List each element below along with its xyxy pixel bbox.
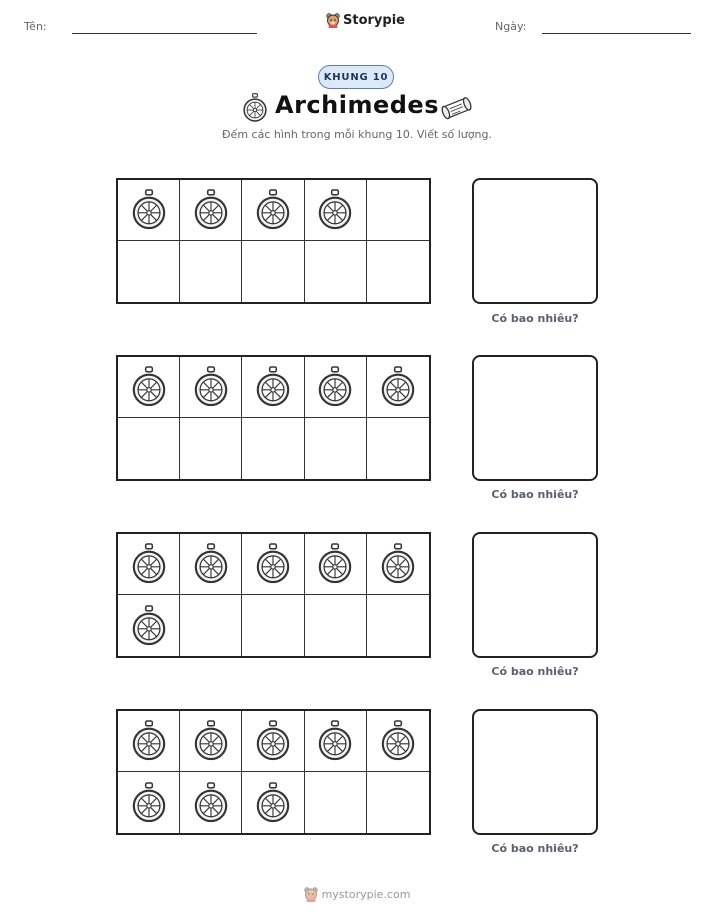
compass-icon: [316, 366, 354, 408]
frame-cell: [305, 534, 367, 595]
ten-frame-3: [116, 532, 431, 658]
frame-cell: [305, 357, 367, 418]
frame-cell: [118, 418, 180, 479]
how-many-label-1: Có bao nhiêu?: [491, 312, 579, 325]
ten-frame-4: [116, 709, 431, 835]
compass-icon: [130, 366, 168, 408]
compass-icon: [130, 782, 168, 824]
frame-cell: [367, 180, 429, 241]
frame-cell: [242, 772, 304, 833]
compass-icon: [130, 720, 168, 762]
compass-icon: [130, 189, 168, 231]
compass-icon: [316, 189, 354, 231]
compass-icon: [192, 543, 230, 585]
frame-cell: [180, 357, 242, 418]
answer-box-4[interactable]: [472, 709, 598, 835]
worksheet-badge: KHUNG 10: [318, 65, 394, 89]
frame-cell: [305, 711, 367, 772]
brand-name: Storypie: [343, 12, 405, 28]
frame-cell: [367, 241, 429, 302]
bear-logo-icon: [326, 12, 340, 28]
frame-cell: [305, 772, 367, 833]
frame-cell: [367, 418, 429, 479]
frame-cell: [242, 241, 304, 302]
compass-icon: [379, 720, 417, 762]
compass-icon: [130, 605, 168, 647]
frame-cell: [242, 534, 304, 595]
how-many-label-2: Có bao nhiêu?: [491, 488, 579, 501]
frame-cell: [180, 180, 242, 241]
answer-box-1[interactable]: [472, 178, 598, 304]
answer-box-2[interactable]: [472, 355, 598, 481]
answer-box-3[interactable]: [472, 532, 598, 658]
frame-cell: [305, 241, 367, 302]
compass-icon: [316, 543, 354, 585]
frame-cell: [118, 180, 180, 241]
compass-icon: [192, 720, 230, 762]
compass-icon: [254, 189, 292, 231]
frame-cell: [242, 357, 304, 418]
compass-icon: [379, 543, 417, 585]
how-many-label-4: Có bao nhiêu?: [491, 842, 579, 855]
name-label: Tên:: [24, 20, 47, 33]
frame-cell: [367, 534, 429, 595]
name-line[interactable]: [72, 33, 257, 34]
compass-icon: [254, 366, 292, 408]
date-line[interactable]: [542, 33, 691, 34]
compass-icon: [379, 366, 417, 408]
page-title: Archimedes: [275, 91, 439, 119]
compass-icon: [254, 782, 292, 824]
frame-cell: [242, 711, 304, 772]
frame-cell: [305, 418, 367, 479]
frame-cell: [180, 711, 242, 772]
frame-cell: [118, 534, 180, 595]
compass-icon: [254, 720, 292, 762]
frame-cell: [242, 418, 304, 479]
compass-icon: [192, 366, 230, 408]
frame-cell: [118, 711, 180, 772]
frame-cell: [367, 772, 429, 833]
frame-cell: [118, 772, 180, 833]
bear-logo-icon: [304, 886, 318, 902]
frame-cell: [367, 357, 429, 418]
compass-icon: [254, 543, 292, 585]
ten-frame-2: [116, 355, 431, 481]
frame-cell: [180, 418, 242, 479]
ten-frame-1: [116, 178, 431, 304]
frame-cell: [118, 241, 180, 302]
frame-cell: [242, 595, 304, 656]
frame-cell: [180, 772, 242, 833]
how-many-label-3: Có bao nhiêu?: [491, 665, 579, 678]
frame-cell: [180, 534, 242, 595]
compass-icon: [130, 543, 168, 585]
frame-cell: [180, 241, 242, 302]
date-label: Ngày:: [495, 20, 527, 33]
compass-icon: [192, 782, 230, 824]
frame-cell: [367, 595, 429, 656]
scroll-icon: [440, 96, 474, 120]
frame-cell: [180, 595, 242, 656]
brand-logo: [326, 12, 405, 28]
frame-cell: [367, 711, 429, 772]
compass-icon: [316, 720, 354, 762]
compass-icon: [192, 189, 230, 231]
frame-cell: [305, 595, 367, 656]
instructions: Đếm các hình trong mỗi khung 10. Viết số lượng.: [222, 128, 492, 141]
footer: [0, 886, 714, 902]
frame-cell: [118, 357, 180, 418]
frame-cell: [118, 595, 180, 656]
frame-cell: [242, 180, 304, 241]
frame-cell: [305, 180, 367, 241]
footer-url: mystorypie.com: [321, 887, 411, 901]
